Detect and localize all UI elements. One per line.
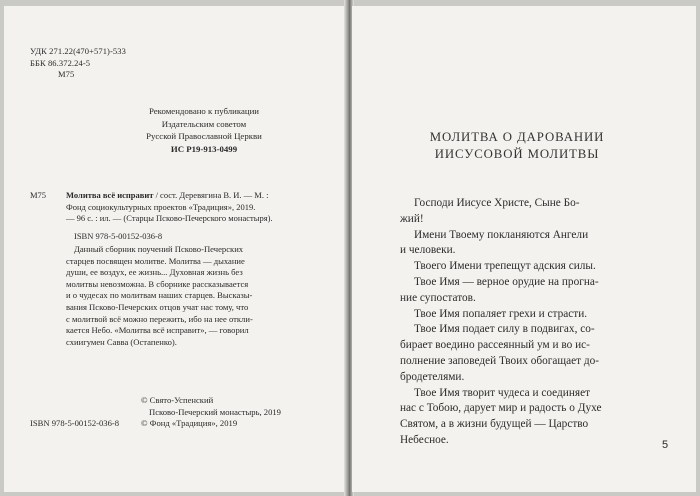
- catalog-record: [66, 190, 273, 242]
- heading-line: МОЛИТВА О ДАРОВАНИИ: [429, 130, 605, 144]
- recommendation-line: Русской Православной Церкви: [146, 131, 262, 141]
- author-mark: М75: [58, 69, 75, 79]
- prayer-line: нас с Тобою, дарует мир и радость о Духе: [400, 402, 602, 415]
- annotation-line: кается Небо. «Молитва всё исправит», — говорил: [66, 325, 249, 336]
- prayer-heading: [352, 129, 682, 163]
- catalog-isbn: ISBN 978-5-00152-036-8: [74, 230, 163, 241]
- copyright-line: Псково-Печерский монастырь, 2019: [149, 406, 281, 417]
- prayer-line: Небесное.: [400, 433, 449, 446]
- recommendation-line: Издательским советом: [161, 118, 247, 129]
- left-page: [4, 6, 346, 492]
- udk-code: УДК 271.22(470+571)-533: [30, 46, 126, 56]
- isbn-bottom: ISBN 978-5-00152-036-8: [30, 418, 120, 428]
- copyright-line: © Свято-Успенский: [141, 395, 214, 405]
- prayer-line: Господи Иисусе Христе, Сыне Бо-: [414, 197, 580, 209]
- copyright-line: © Фонд «Традиция», 2019: [141, 418, 238, 429]
- page-number: 5: [662, 439, 669, 451]
- recommendation-line: Рекомендовано к публикации: [148, 106, 260, 116]
- right-page: [352, 6, 696, 492]
- bbk-code: ББК 86.372.24-5: [30, 57, 91, 68]
- recommendation-block: [94, 105, 314, 155]
- classification-block: [30, 46, 126, 81]
- annotation-line: вания Псково-Печерских отцов учат нас тому, что: [66, 301, 249, 312]
- annotation: [66, 244, 253, 348]
- catalog-line: Фонд социокультурных проектов «Традиция», 2019.: [66, 201, 256, 212]
- prayer-text: [400, 196, 601, 449]
- book-title: Молитва всё исправит: [66, 190, 154, 200]
- catalog-line: — 96 с. : ил. — (Старцы Псково-Печерского монастыря).: [66, 213, 273, 223]
- prayer-line: жий!: [400, 212, 424, 225]
- annotation-line: и о чудесах по молитвам наших старцев. Высказы-: [66, 290, 253, 301]
- annotation-line: души, ее воздух, ее жизнь... Духовная жизнь без: [66, 267, 243, 278]
- prayer-line: Имени Твоему покланяются Ангели: [414, 228, 589, 241]
- annotation-line: схиигумен Савва (Остапенко).: [66, 336, 177, 347]
- annotation-line: с молитвой всё можно пережить, ибо на нее откли-: [66, 313, 253, 324]
- annotation-line: Данный сборник поучений Псково-Печерских: [74, 244, 244, 254]
- recommendation-code: ИС Р19-913-0499: [170, 143, 238, 154]
- annotation-line: молитвы невозможна. В сборнике рассказывается: [66, 278, 249, 289]
- prayer-line: и человеки.: [400, 244, 456, 257]
- prayer-line: полнение заповедей Твоих обогащает до-: [400, 354, 600, 367]
- catalog-line: Молитва всё исправит / сост. Деревягина В. И. — М. :: [66, 190, 269, 200]
- prayer-line: бродетелями.: [400, 370, 465, 383]
- prayer-line: Святом, а в жизни будущей — Царство: [400, 418, 589, 431]
- heading-line: ИИСУСОВОЙ МОЛИТВЫ: [434, 147, 600, 161]
- prayer-line: Твое Имя подает силу в подвигах, со-: [414, 323, 595, 336]
- prayer-line: ние супостатов.: [400, 291, 476, 304]
- catalog-mark: М75: [30, 190, 47, 200]
- prayer-line: Твоего Имени трепещут адския силы.: [414, 260, 596, 273]
- prayer-line: Твое Имя творит чудеса и соединяет: [414, 386, 591, 399]
- copyright-block: [141, 395, 281, 430]
- prayer-line: бирает воедино рассеянный ум и во ис-: [400, 339, 590, 352]
- prayer-line: Твое Имя — верное орудие на прогна-: [414, 275, 599, 288]
- annotation-line: старцев посвящен молитве. Молитва — дыхание: [66, 255, 245, 266]
- prayer-line: Твое Имя попаляет грехи и страсти.: [414, 307, 588, 320]
